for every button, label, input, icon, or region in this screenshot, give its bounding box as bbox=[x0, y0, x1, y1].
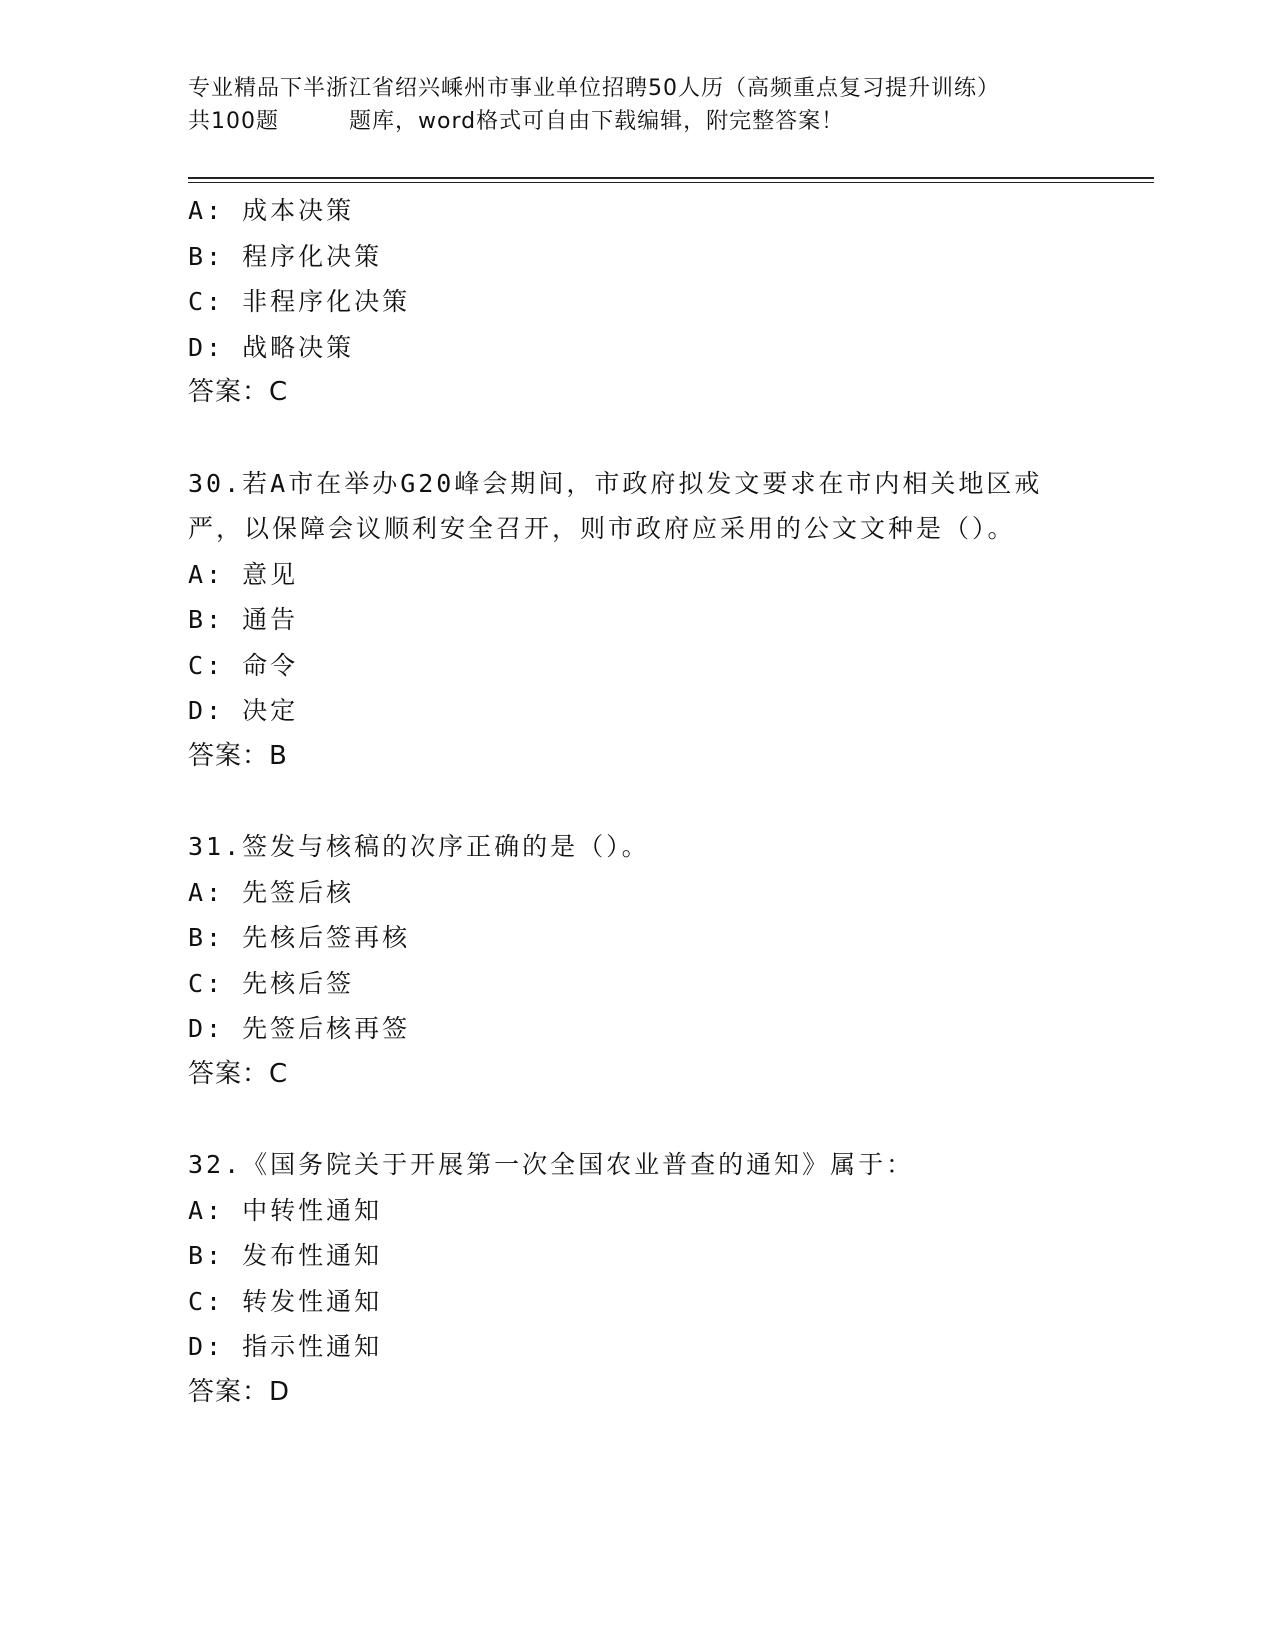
option-b: B: 发布性通知 bbox=[188, 1241, 383, 1270]
option-d: D: 指示性通知 bbox=[188, 1332, 383, 1361]
question-text-line: 31.签发与核稿的次序正确的是（）。 bbox=[188, 832, 650, 861]
option-d: D: 战略决策 bbox=[188, 332, 355, 362]
header-title: 专业精品下半浙江省绍兴嵊州市事业单位招聘50人历（高频重点复习提升训练） bbox=[188, 76, 1000, 101]
question-block-30 bbox=[188, 461, 1088, 780]
option-b: B: 通告 bbox=[188, 605, 299, 634]
header-subtitle bbox=[188, 105, 1088, 138]
answer-line: 答案：C bbox=[188, 1058, 289, 1089]
option-a: A: 成本决策 bbox=[188, 196, 355, 225]
option-c: C: 命令 bbox=[188, 650, 299, 680]
question-block-32 bbox=[188, 1142, 1088, 1415]
header-rule-thin bbox=[188, 182, 1154, 183]
option-c: C: 非程序化决策 bbox=[188, 287, 411, 316]
document-header bbox=[188, 72, 1088, 138]
option-d: D: 决定 bbox=[188, 696, 299, 725]
option-a: A: 先签后核 bbox=[188, 877, 355, 907]
question-text-line: 32.《国务院关于开展第一次全国农业普查的通知》属于： bbox=[188, 1150, 915, 1179]
question-text-line: 30.若A市在举办G20峰会期间，市政府拟发文要求在市内相关地区戒 bbox=[188, 468, 1043, 498]
question-text-line: 严，以保障会议顺利安全召开，则市政府应采用的公文文种是（）。 bbox=[188, 514, 1016, 543]
option-b: B: 先核后签再核 bbox=[188, 923, 411, 952]
option-b: B: 程序化决策 bbox=[188, 241, 383, 271]
option-c: C: 转发性通知 bbox=[188, 1286, 383, 1316]
option-c: C: 先核后签 bbox=[188, 968, 355, 998]
header-description: 题库，word格式可自由下载编辑，附完整答案！ bbox=[349, 109, 845, 134]
option-d: D: 先签后核再签 bbox=[188, 1014, 411, 1043]
header-question-count: 共100题 bbox=[188, 109, 279, 134]
answer-line: 答案：B bbox=[188, 740, 288, 771]
option-a: A: 意见 bbox=[188, 559, 299, 589]
answer-line: 答案：C bbox=[188, 377, 289, 407]
option-a: A: 中转性通知 bbox=[188, 1195, 383, 1225]
question-block-31 bbox=[188, 824, 1088, 1097]
header-rule-thick bbox=[188, 177, 1154, 179]
question-block-29 bbox=[188, 188, 1088, 416]
question-list bbox=[188, 188, 1088, 1415]
answer-line: 答案：D bbox=[188, 1376, 291, 1407]
